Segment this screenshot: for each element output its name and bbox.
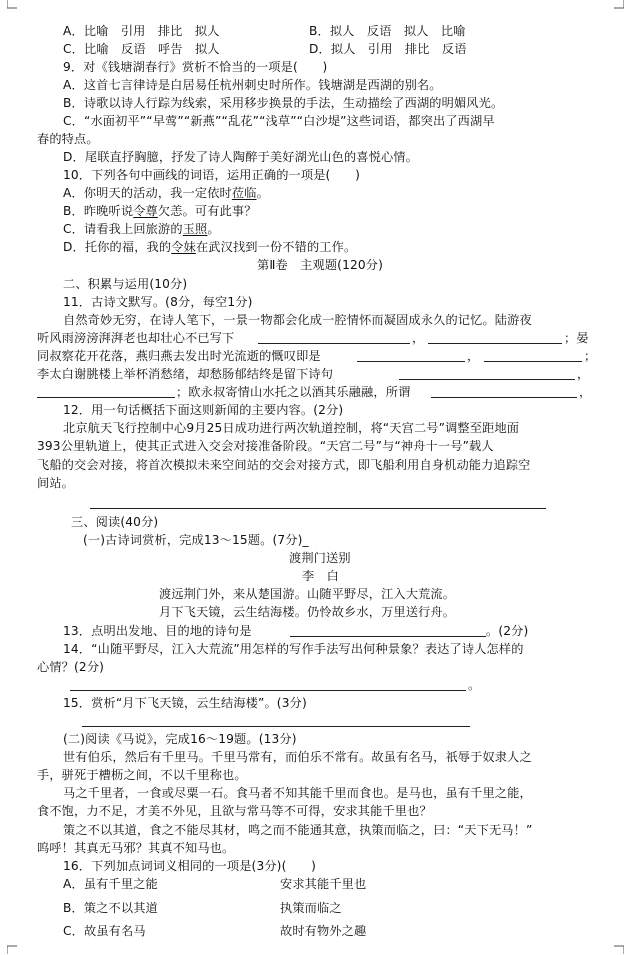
q11-blank-1[interactable]: [258, 331, 410, 344]
q9-option-a-text: A．这首七言律诗是白居易任杭州刺史时所作。钱塘湖是西湖的别名。: [63, 78, 442, 92]
q11-line5-comma: ，: [579, 385, 592, 399]
poem-title: 渡荆门送别: [289, 551, 351, 565]
top-right-corner-mark: [614, 0, 624, 10]
q10-a-underlined: 莅临: [231, 186, 257, 200]
top-left-corner-mark: [7, 0, 17, 10]
q14-text1: 14．“山随平野尽，江入大荒流”用怎样的写作手法写出何种景象？表达了诗人怎样的: [63, 642, 524, 656]
q11-line1-text: 自然奇妙无穷，在诗人笔下，一景一物都会化成一腔情怀而凝固成永久的记忆。陆游夜: [63, 313, 532, 327]
q9-stem-text: 9．对《钱塘湖春行》赏析不恰当的一项是( ): [63, 60, 328, 74]
q8-option-a: A．比喻 引用 排比 拟人: [63, 24, 220, 38]
text-p2a: 马之千里者，一食或尽粟一石。食马者不知其能千里而食也。是马也，虽有千里之能，: [63, 786, 532, 800]
q16-b-right: 执策而临之: [280, 901, 342, 915]
poem-line1: 渡远荆门外，来从楚国游。山随平野尽，江入大荒流。: [159, 587, 456, 601]
text-p3a: 策之不以其道，食之不能尽其材，鸣之而不能通其意，执策而临之，曰：“天下无马！”: [63, 823, 533, 837]
q16-c-right: 故时有物外之趣: [280, 924, 367, 938]
bottom-right-corner-mark: [614, 944, 624, 954]
q11-blank-6[interactable]: [37, 385, 175, 398]
q11-blank-4[interactable]: [484, 349, 582, 362]
q12-news-text4: 间站。: [37, 476, 75, 490]
q14-answer-line[interactable]: [70, 678, 466, 691]
q10-c-underlined: 玉照: [182, 222, 208, 236]
q16-c-left: C．故虽有名马: [63, 924, 146, 938]
q10-b-underlined: 令尊: [133, 204, 158, 218]
q12-news-text3: 飞船的交会对接，将首次模拟未来空间站的交会对接方式，即飞船利用自身机动能力追踪空: [37, 458, 531, 472]
q16-b-left: B．策之不以其道: [63, 901, 158, 915]
q8-option-b: B．拟人 反语 拟人 比喻: [309, 24, 466, 38]
q11-line2-tail: ；晏: [564, 331, 589, 345]
text-p1a: 世有伯乐，然后有千里马。千里马常有，而伯乐不常有。故虽有名马，祇辱于奴隶人之: [63, 750, 532, 764]
q11-line3-comma: ，: [467, 349, 480, 363]
q15-stem: 15．赏析“月下飞天镜，云生结海楼”。(3分): [63, 696, 307, 710]
q10-stem-text: 10．下列各句中画线的词语，运用正确的一项是( ): [63, 168, 361, 182]
q11-line5-text: ；欧永叔寄情山水托之以酒其乐融融，所谓: [176, 385, 411, 399]
q11-line4-comma: ，: [577, 367, 590, 381]
q12-answer-line[interactable]: [90, 496, 546, 509]
section3-heading: 三、阅读(40分): [71, 515, 159, 529]
q11-stem-text: 11．古诗文默写。(8分，每空1分): [63, 295, 253, 309]
q11-blank-5[interactable]: [399, 367, 575, 380]
q13-tail: 。(2分): [486, 624, 529, 638]
q12-stem-text: 12．用一句话概括下面这则新闻的主要内容。(2分): [63, 403, 344, 417]
q9-option-c-text1: C．“水面初平”“早莺”“新燕”“乱花”“浅草”“白沙堤”这些词语，都突出了西湖早: [63, 114, 495, 128]
poem-author: 李 白: [302, 569, 340, 583]
q10-a-pre: A．你明天的活动，我一定依时: [63, 186, 232, 200]
q8-option-d: D．拟人 引用 排比 反语: [309, 42, 467, 56]
q11-blank-3[interactable]: [357, 349, 465, 362]
q9-option-b-text: B．诗歌以诗人行踪为线索，采用移步换景的手法，生动描绘了西湖的明媚风光。: [63, 96, 504, 110]
subsection1-heading: (一)古诗词赏析，完成13～15题。(7分)_: [83, 533, 309, 547]
q14-text2: 心情？(2分): [37, 660, 105, 674]
q10-c-pre: C．请看我上回旅游的: [63, 222, 183, 236]
q11-line3-text: 同叔察花开花落，燕归燕去发出时光流逝的慨叹即是: [37, 349, 321, 363]
q10-b-pre: B．昨晚听说: [63, 204, 134, 218]
q9-option-c-text2: 春的特点。: [37, 132, 99, 146]
part2-title: 第Ⅱ卷 主观题(120分): [257, 258, 384, 272]
q16-stem-text: 16．下列加点词词义相同的一项是(3分)( ): [63, 859, 317, 873]
q8-option-c: C．比喻 反语 呼告 拟人: [63, 42, 220, 56]
q10-d-post: 在武汉找到一份不错的工作。: [195, 240, 357, 254]
q12-news-text1: 北京航天飞行控制中心9月25日成功进行两次轨道控制，将“天宫二号”调整至距地面: [63, 421, 520, 435]
q13-stem: 13．点明出发地、目的地的诗句是: [63, 624, 252, 638]
q11-line2-comma: ，: [412, 331, 425, 345]
poem-line2: 月下飞天镜，云生结海楼。仍怜故乡水，万里送行舟。: [159, 605, 456, 619]
text-p1b: 手，骈死于槽枥之间，不以千里称也。: [37, 768, 247, 782]
q11-line3-tail: ；: [584, 349, 597, 363]
text-p2b: 食不饱，力不足，才美不外见，且欲与常马等不可得，安求其能千里也？: [37, 804, 432, 818]
q12-news-text2: 393公里轨道上，使其正式进入交会对接准备阶段。“天宫二号”与“神舟十一号”载人: [37, 439, 494, 453]
q11-blank-7[interactable]: [431, 385, 577, 398]
bottom-left-corner-mark: [7, 944, 17, 954]
q11-line4-text: 李太白谢朓楼上举杯消愁绪，却愁肠郁结终是留下诗句: [37, 367, 334, 381]
q10-b-post: 欠恙。可有此事？: [157, 204, 257, 218]
q10-d-underlined: 令妹: [171, 240, 196, 254]
section2-heading: 二、积累与运用(10分): [63, 277, 188, 291]
q16-a-right: 安求其能千里也: [280, 877, 367, 891]
q10-a-post: 。: [256, 186, 269, 200]
q10-c-post: 。: [207, 222, 220, 236]
q11-blank-2[interactable]: [428, 331, 562, 344]
text-p3b: 呜呼！其真无马邪？其真不知马也。: [37, 841, 235, 855]
q9-option-d-text: D．尾联直抒胸臆，抒发了诗人陶醉于美好湖光山色的喜悦心情。: [63, 150, 418, 164]
q10-d-pre: D．托你的福，我的: [63, 240, 172, 254]
q11-line2-text: 听风雨滂滂湃湃老也却壮心不已写下: [37, 331, 235, 345]
q15-answer-line[interactable]: [82, 714, 470, 727]
subsection2-heading: (二)阅读《马说》，完成16～19题。(13分): [63, 732, 297, 746]
q14-end: 。: [468, 678, 481, 692]
q16-a-left: A．虽有千里之能: [63, 877, 158, 891]
q13-answer-line[interactable]: [290, 624, 486, 637]
